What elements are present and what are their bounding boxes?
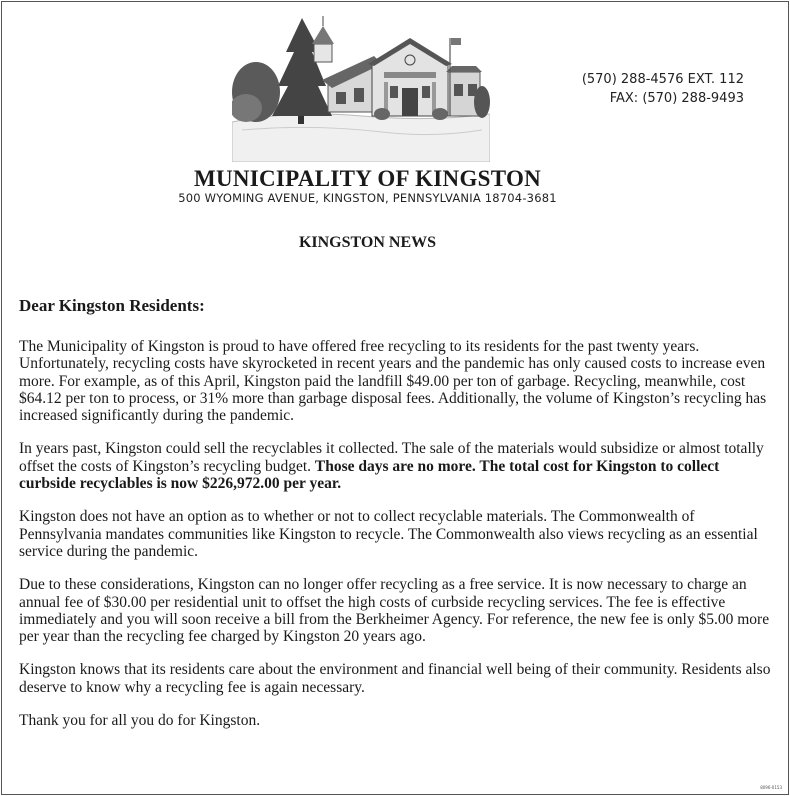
paragraph-history	[19, 440, 776, 492]
letter-salutation: Dear Kingston Residents:	[19, 296, 205, 315]
paragraph-mandate: Kingston does not have an option as to whether or not to collect recyclable materials. The Commonwealth of Pennsylvania mandates communities like Kingston to recycle. The Commonwealth also views recycling as an essential service during the pandemic.	[19, 508, 758, 560]
phone-number: (570) 288-4576 EXT. 112	[581, 72, 744, 87]
municipal-building-icon	[232, 12, 490, 162]
document-code: 8096-0153	[760, 785, 782, 790]
contact-info	[582, 70, 744, 108]
paragraph-history-text: In years past, Kingston could sell the recyclables it collected. The sale of the materials would subsidize or almost totally offset the costs of Kingston’s recycling budget.	[19, 440, 764, 475]
letter-body	[19, 338, 776, 745]
municipality-address: 500 WYOMING AVENUE, KINGSTON, PENNSYLVANIA 18704-3681	[178, 191, 557, 205]
paragraph-costs: The Municipality of Kingston is proud to have offered free recycling to its residents for the past twenty years. Unfortunately, recycling costs have skyrocketed in recent years and the pandemic has only caused costs to increase even more. For example, as of this April, Kingston paid the landfill $49.00 per ton of garbage. Recycling, meanwhile, cost $64.12 per ton to process, or 31% more than garbage disposal fees. Additionally, the volume of Kingston’s recycling has increased significantly during the pandemic.	[19, 338, 767, 425]
paragraph-history-emphasis: Those days are no more. The total cost for Kingston to collect curbside recyclables is now $226,972.00 per year.	[19, 457, 720, 493]
paragraph-community: Kingston knows that its residents care about the environment and financial well being of their community. Residents also deserve to know why a recycling fee is again necessary.	[19, 661, 771, 696]
newsletter-title: KINGSTON NEWS	[298, 234, 437, 251]
letter-closing: Thank you for all you do for Kingston.	[19, 712, 261, 730]
paragraph-fee: Due to these considerations, Kingston can no longer offer recycling as a free service. It is now necessary to charge an annual fee of $30.00 per residential unit to offset the high costs of curbside recycling services. The fee is effective immediately and you will soon receive a bill from the Berkheimer Agency. For reference, the new fee is only $5.00 more per year than the recycling fee charged by Kingston 20 years ago.	[19, 576, 770, 646]
fax-number: FAX: (570) 288-9493	[609, 91, 744, 106]
municipality-title: MUNICIPALITY OF KINGSTON	[193, 166, 542, 191]
